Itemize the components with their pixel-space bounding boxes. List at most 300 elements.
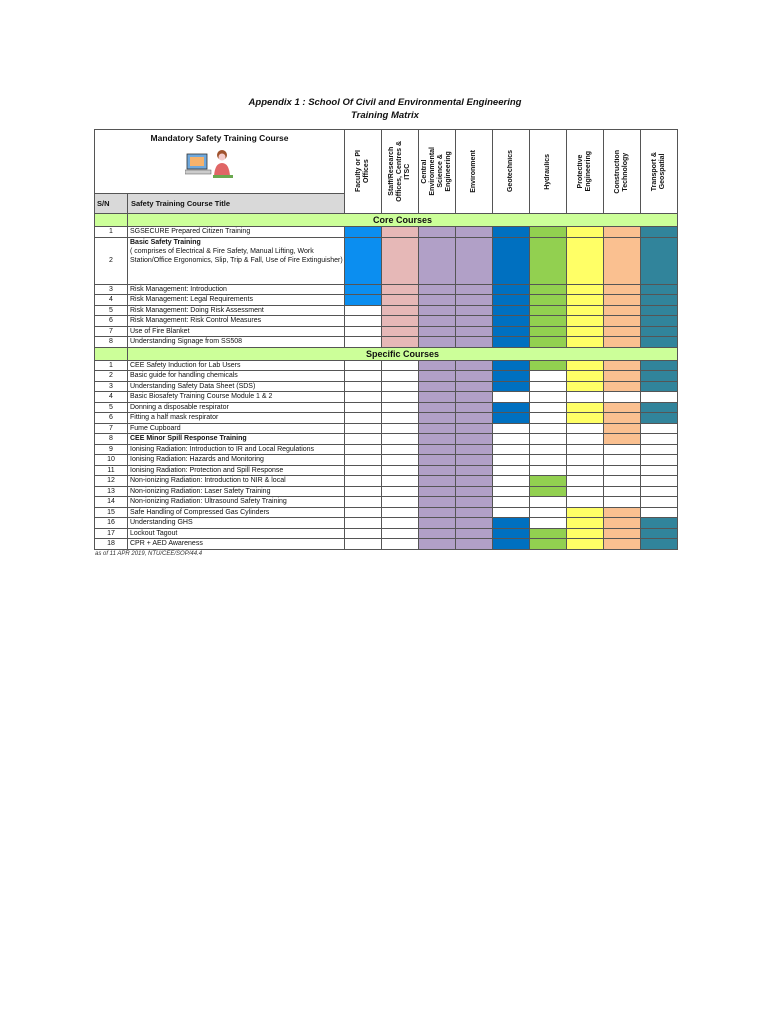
course-number: 17 [95, 528, 128, 539]
course-row [95, 284, 678, 295]
required-cell [493, 284, 530, 295]
not-required-cell [567, 423, 604, 434]
required-cell [456, 507, 493, 518]
required-cell [456, 528, 493, 539]
not-required-cell [493, 497, 530, 508]
document-title: Appendix 1 : School Of Civil and Environmental Engineering [248, 97, 522, 108]
required-cell [456, 337, 493, 348]
not-required-cell [345, 381, 382, 392]
not-required-cell [530, 497, 567, 508]
computer-user-illustration-icon [185, 146, 235, 180]
required-cell [456, 305, 493, 316]
not-required-cell [345, 337, 382, 348]
required-cell [530, 486, 567, 497]
revision-note: as of 11 APR 2019, NTU/CEE/SOP/44.4 [95, 550, 203, 557]
course-title: Use of Fire Blanket [128, 326, 345, 337]
required-cell [493, 402, 530, 413]
required-cell [419, 465, 456, 476]
course-row [95, 326, 678, 337]
not-required-cell [530, 444, 567, 455]
course-row [95, 455, 678, 466]
course-row [95, 316, 678, 327]
not-required-cell [345, 476, 382, 487]
course-title: Ionising Radiation: Introduction to IR and Local Regulations [128, 444, 345, 455]
course-number: 11 [95, 465, 128, 476]
required-cell [530, 284, 567, 295]
required-cell [604, 284, 641, 295]
course-number: 4 [95, 392, 128, 403]
required-cell [530, 316, 567, 327]
not-required-cell [641, 434, 678, 445]
required-cell [493, 337, 530, 348]
not-required-cell [345, 497, 382, 508]
required-cell [419, 284, 456, 295]
course-number: 2 [95, 237, 128, 284]
course-title: Understanding Signage from SS508 [128, 337, 345, 348]
required-cell [530, 539, 567, 550]
required-cell [641, 316, 678, 327]
required-cell [604, 402, 641, 413]
department-label: Faculty or PI Offices [355, 150, 371, 193]
not-required-cell [530, 413, 567, 424]
department-header [456, 130, 493, 214]
required-cell [419, 434, 456, 445]
department-header [604, 130, 641, 214]
course-row [95, 518, 678, 529]
not-required-cell [382, 434, 419, 445]
course-row [95, 423, 678, 434]
not-required-cell [345, 528, 382, 539]
section-spacer [95, 214, 128, 227]
required-cell [456, 402, 493, 413]
section-header-row [95, 347, 678, 360]
required-cell [493, 237, 530, 284]
required-cell [641, 528, 678, 539]
required-cell [493, 360, 530, 371]
not-required-cell [382, 402, 419, 413]
required-cell [530, 476, 567, 487]
required-cell [530, 360, 567, 371]
required-cell [493, 413, 530, 424]
required-cell [641, 381, 678, 392]
required-cell [456, 434, 493, 445]
course-number: 9 [95, 444, 128, 455]
not-required-cell [382, 381, 419, 392]
mandatory-heading: Mandatory Safety Training Course [150, 133, 289, 143]
required-cell [345, 227, 382, 238]
not-required-cell [493, 455, 530, 466]
training-matrix-table [94, 129, 678, 550]
required-cell [567, 413, 604, 424]
required-cell [419, 392, 456, 403]
not-required-cell [604, 455, 641, 466]
not-required-cell [382, 465, 419, 476]
department-label: Hydraulics [544, 153, 552, 190]
not-required-cell [530, 518, 567, 529]
required-cell [604, 434, 641, 445]
not-required-cell [530, 507, 567, 518]
course-row [95, 337, 678, 348]
required-cell [456, 486, 493, 497]
not-required-cell [382, 360, 419, 371]
course-title: Risk Management: Legal Requirements [128, 295, 345, 306]
not-required-cell [567, 392, 604, 403]
required-cell [567, 371, 604, 382]
required-cell [419, 528, 456, 539]
course-row [95, 486, 678, 497]
required-cell [604, 507, 641, 518]
required-cell [604, 539, 641, 550]
required-cell [530, 528, 567, 539]
not-required-cell [567, 434, 604, 445]
course-row [95, 507, 678, 518]
required-cell [419, 326, 456, 337]
required-cell [456, 316, 493, 327]
required-cell [641, 284, 678, 295]
course-title: Non-ionizing Radiation: Introduction to NIR & local [128, 476, 345, 487]
course-number: 13 [95, 486, 128, 497]
not-required-cell [641, 444, 678, 455]
not-required-cell [382, 507, 419, 518]
not-required-cell [382, 518, 419, 529]
not-required-cell [382, 413, 419, 424]
required-cell [456, 326, 493, 337]
required-cell [604, 360, 641, 371]
required-cell [382, 295, 419, 306]
course-number: 7 [95, 423, 128, 434]
not-required-cell [345, 316, 382, 327]
required-cell [419, 423, 456, 434]
required-cell [419, 381, 456, 392]
course-number: 5 [95, 402, 128, 413]
required-cell [604, 316, 641, 327]
required-cell [641, 337, 678, 348]
not-required-cell [530, 371, 567, 382]
not-required-cell [345, 434, 382, 445]
required-cell [641, 413, 678, 424]
required-cell [604, 371, 641, 382]
department-header [493, 130, 530, 214]
course-title [128, 237, 345, 284]
course-number: 4 [95, 295, 128, 306]
course-number: 5 [95, 305, 128, 316]
required-cell [604, 337, 641, 348]
required-cell [419, 444, 456, 455]
course-title: CEE Safety Induction for Lab Users [128, 360, 345, 371]
not-required-cell [530, 381, 567, 392]
department-header [382, 130, 419, 214]
course-row [95, 497, 678, 508]
required-cell [641, 227, 678, 238]
not-required-cell [345, 392, 382, 403]
course-row [95, 237, 678, 284]
required-cell [530, 237, 567, 284]
not-required-cell [567, 476, 604, 487]
not-required-cell [382, 539, 419, 550]
required-cell [493, 326, 530, 337]
required-cell [530, 227, 567, 238]
required-cell [641, 305, 678, 316]
required-cell [419, 402, 456, 413]
required-cell [493, 305, 530, 316]
not-required-cell [382, 392, 419, 403]
required-cell [604, 381, 641, 392]
course-row [95, 295, 678, 306]
required-cell [493, 528, 530, 539]
course-row [95, 305, 678, 316]
course-row [95, 434, 678, 445]
not-required-cell [567, 444, 604, 455]
not-required-cell [345, 507, 382, 518]
required-cell [567, 539, 604, 550]
required-cell [419, 539, 456, 550]
course-number: 8 [95, 337, 128, 348]
required-cell [530, 295, 567, 306]
required-cell [419, 497, 456, 508]
required-cell [345, 284, 382, 295]
required-cell [567, 237, 604, 284]
required-cell [419, 518, 456, 529]
department-header [567, 130, 604, 214]
course-row [95, 539, 678, 550]
not-required-cell [641, 497, 678, 508]
required-cell [382, 305, 419, 316]
course-row [95, 528, 678, 539]
not-required-cell [604, 444, 641, 455]
required-cell [419, 371, 456, 382]
department-header [419, 130, 456, 214]
course-row [95, 402, 678, 413]
course-number: 6 [95, 316, 128, 327]
required-cell [604, 518, 641, 529]
section-header-row [95, 214, 678, 227]
not-required-cell [567, 455, 604, 466]
required-cell [419, 237, 456, 284]
required-cell [419, 413, 456, 424]
not-required-cell [345, 360, 382, 371]
not-required-cell [493, 423, 530, 434]
not-required-cell [345, 465, 382, 476]
not-required-cell [382, 497, 419, 508]
not-required-cell [641, 486, 678, 497]
department-label: Staff/Research Offices, Centres & ITSC [388, 141, 412, 202]
course-number: 3 [95, 284, 128, 295]
course-title: Risk Management: Doing Risk Assessment [128, 305, 345, 316]
required-cell [419, 476, 456, 487]
sn-header: S/N [95, 194, 128, 214]
required-cell [641, 518, 678, 529]
required-cell [456, 539, 493, 550]
not-required-cell [345, 518, 382, 529]
not-required-cell [382, 423, 419, 434]
required-cell [567, 337, 604, 348]
not-required-cell [530, 423, 567, 434]
course-number: 15 [95, 507, 128, 518]
department-label: Protective Engineering [577, 151, 593, 192]
course-title: Risk Management: Risk Control Measures [128, 316, 345, 327]
course-title-detail: ( comprises of Electrical & Fire Safety, Manual Lifting, Work Station/Office Ergonomics, Slip, Trip & Fall, Use of Fire Extinguisher) [130, 247, 343, 264]
not-required-cell [604, 497, 641, 508]
not-required-cell [382, 486, 419, 497]
course-title: Lockout Tagout [128, 528, 345, 539]
course-title: Risk Management: Introduction [128, 284, 345, 295]
not-required-cell [345, 413, 382, 424]
not-required-cell [567, 497, 604, 508]
department-label: Central Environmental Science & Engineering [421, 147, 453, 196]
course-title: Understanding GHS [128, 518, 345, 529]
document-subtitle: Training Matrix [351, 110, 419, 121]
required-cell [567, 518, 604, 529]
not-required-cell [345, 402, 382, 413]
course-title: Ionising Radiation: Hazards and Monitoring [128, 455, 345, 466]
not-required-cell [493, 392, 530, 403]
required-cell [419, 507, 456, 518]
required-cell [567, 528, 604, 539]
required-cell [493, 295, 530, 306]
not-required-cell [345, 326, 382, 337]
course-title: Basic guide for handling chemicals [128, 371, 345, 382]
course-title: Ionising Radiation: Protection and Spill Response [128, 465, 345, 476]
not-required-cell [382, 476, 419, 487]
required-cell [567, 360, 604, 371]
not-required-cell [493, 465, 530, 476]
required-cell [604, 227, 641, 238]
department-header [530, 130, 567, 214]
not-required-cell [345, 539, 382, 550]
required-cell [493, 371, 530, 382]
required-cell [419, 316, 456, 327]
course-title: Basic Biosafety Training Course Module 1 & 2 [128, 392, 345, 403]
course-title: Non-ionizing Radiation: Ultrasound Safety Training [128, 497, 345, 508]
department-label: Transport & Geospatial [651, 151, 667, 192]
course-title-main: Basic Safety Training [130, 238, 201, 246]
not-required-cell [382, 455, 419, 466]
course-number: 8 [95, 434, 128, 445]
required-cell [382, 284, 419, 295]
not-required-cell [530, 434, 567, 445]
required-cell [567, 381, 604, 392]
not-required-cell [530, 455, 567, 466]
course-row [95, 381, 678, 392]
required-cell [419, 227, 456, 238]
required-cell [567, 316, 604, 327]
required-cell [567, 284, 604, 295]
not-required-cell [382, 444, 419, 455]
course-number: 16 [95, 518, 128, 529]
required-cell [641, 360, 678, 371]
course-title: CEE Minor Spill Response Training [128, 434, 345, 445]
required-cell [456, 423, 493, 434]
not-required-cell [641, 392, 678, 403]
required-cell [567, 227, 604, 238]
mandatory-heading-cell [95, 130, 345, 194]
required-cell [456, 455, 493, 466]
department-label: Environment [470, 150, 478, 193]
course-number: 10 [95, 455, 128, 466]
required-cell [382, 316, 419, 327]
required-cell [456, 295, 493, 306]
not-required-cell [345, 455, 382, 466]
course-title: Fume Cupboard [128, 423, 345, 434]
course-number: 7 [95, 326, 128, 337]
required-cell [604, 413, 641, 424]
not-required-cell [530, 465, 567, 476]
department-header [641, 130, 678, 214]
required-cell [530, 337, 567, 348]
not-required-cell [567, 465, 604, 476]
not-required-cell [345, 486, 382, 497]
required-cell [641, 371, 678, 382]
not-required-cell [345, 444, 382, 455]
not-required-cell [604, 465, 641, 476]
not-required-cell [641, 507, 678, 518]
required-cell [456, 392, 493, 403]
required-cell [604, 237, 641, 284]
required-cell [456, 444, 493, 455]
course-number: 1 [95, 360, 128, 371]
section-title: Core Courses [128, 214, 678, 227]
course-title: Fitting a half mask respirator [128, 413, 345, 424]
course-row [95, 413, 678, 424]
required-cell [493, 539, 530, 550]
required-cell [419, 337, 456, 348]
section-title: Specific Courses [128, 347, 678, 360]
required-cell [456, 413, 493, 424]
required-cell [456, 518, 493, 529]
not-required-cell [493, 507, 530, 518]
required-cell [604, 305, 641, 316]
not-required-cell [493, 486, 530, 497]
title-header: Safety Training Course Title [128, 194, 345, 214]
course-title: Understanding Safety Data Sheet (SDS) [128, 381, 345, 392]
required-cell [493, 381, 530, 392]
required-cell [641, 326, 678, 337]
course-title: Non-ionizing Radiation: Laser Safety Training [128, 486, 345, 497]
required-cell [456, 237, 493, 284]
not-required-cell [493, 444, 530, 455]
course-number: 18 [95, 539, 128, 550]
not-required-cell [604, 486, 641, 497]
required-cell [604, 326, 641, 337]
required-cell [604, 528, 641, 539]
not-required-cell [604, 392, 641, 403]
required-cell [641, 295, 678, 306]
not-required-cell [567, 486, 604, 497]
not-required-cell [641, 455, 678, 466]
not-required-cell [641, 476, 678, 487]
required-cell [382, 227, 419, 238]
required-cell [419, 455, 456, 466]
course-number: 2 [95, 371, 128, 382]
not-required-cell [345, 371, 382, 382]
not-required-cell [382, 528, 419, 539]
not-required-cell [345, 305, 382, 316]
course-row [95, 360, 678, 371]
required-cell [641, 539, 678, 550]
required-cell [456, 360, 493, 371]
required-cell [456, 497, 493, 508]
department-header [345, 130, 382, 214]
course-row [95, 227, 678, 238]
required-cell [456, 476, 493, 487]
required-cell [567, 402, 604, 413]
required-cell [567, 295, 604, 306]
not-required-cell [382, 371, 419, 382]
required-cell [419, 305, 456, 316]
not-required-cell [604, 476, 641, 487]
not-required-cell [493, 476, 530, 487]
required-cell [604, 295, 641, 306]
